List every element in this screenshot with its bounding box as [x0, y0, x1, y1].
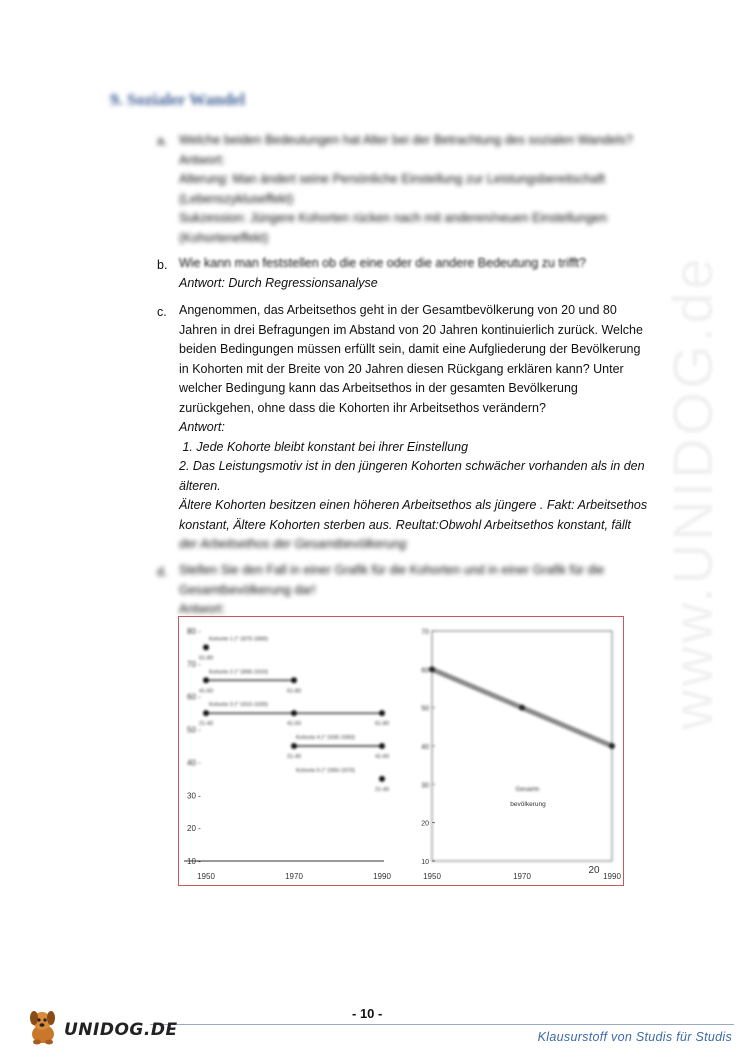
cohort-point [379, 710, 385, 716]
question-c-line: in Kohorten mit der Breite von 20 Jahren diesen Rückgang erklären kann? Unter [179, 361, 624, 376]
footer-tagline: Klausurstoff von Studis für Studis [537, 1030, 732, 1044]
population-line [522, 708, 612, 746]
left-y-tick-label: 80 - [187, 627, 201, 636]
question-a-line: (Kohorteneffekt) [179, 230, 269, 245]
question-a-line: Sukzession: Jüngere Kohorten rücken nach mit anderen/neuen Einstellungen [179, 211, 608, 225]
dog-icon [26, 1008, 62, 1046]
left-y-tick-label: 10 - [187, 857, 201, 866]
left-y-tick-label: 60 - [187, 692, 201, 702]
question-c-letter: c. [157, 305, 167, 319]
left-y-tick-label: 70 - [187, 659, 201, 669]
population-point [609, 743, 615, 749]
right-x-tick-label: 1950 [423, 872, 441, 881]
cohort-point [291, 710, 297, 716]
question-d-letter: d. [157, 565, 168, 579]
question-c-line: welcher Bedingung kann das Arbeitsethos in der gesamten Bevölkerung [179, 381, 578, 395]
question-b-letter: b. [157, 258, 168, 272]
cohort-legend-label: Kohorte 1 (* 1870-1890) [209, 636, 269, 643]
cohort-point [203, 644, 209, 650]
footer-divider [150, 1024, 734, 1025]
unidog-logo [26, 1008, 176, 1048]
question-c-line: Angenommen, das Arbeitsethos geht in der Gesamtbevölkerung von 20 und 80 [179, 303, 617, 317]
question-c-answer-line: Antwort: [179, 420, 225, 434]
question-a-line: Welche beiden Bedeutungen hat Alter bei der Betrachtung des sozialen Wandels? [179, 133, 633, 147]
right-y-tick-label: 50 [421, 705, 429, 713]
cohort-range-label: 21-40 [286, 754, 302, 760]
question-c-line: zurückgehen, ohne dass die Kohorten ihr Arbeitsethos verändern? [179, 400, 546, 415]
cohort-point [291, 677, 297, 683]
logo-text: UNIDOG.DE [64, 1020, 178, 1040]
question-a-line: Antwort: [179, 152, 225, 167]
question-c-answer-line: Ältere Kohorten besitzen einen höheren Arbeitsethos als jüngere . Fakt: Arbeitsethos [179, 498, 648, 512]
question-c-answer-line: 1. Jede Kohorte bleibt konstant bei ihrer Einstellung [179, 439, 469, 454]
left-y-tick-label: 50 - [187, 725, 201, 735]
left-y-tick-label: 40 - [187, 758, 201, 768]
left-x-tick-label: 1990 [373, 872, 391, 881]
question-c [179, 301, 659, 555]
question-c-answer-line: älteren. [179, 478, 221, 493]
left-y-tick-label: 20 - [187, 824, 201, 834]
section-heading: 9. Sozialer Wandel [110, 90, 245, 109]
chart-svg [179, 617, 625, 887]
question-a-line: Alterung: Man ändert seine Persönliche Einstellung zur Leistungsbereitschaft [179, 172, 605, 186]
question-b-answer: Antwort: Durch Regressionsanalyse [179, 275, 378, 290]
cohort-legend-label: Kohorte 5 (* 1950-1970) [296, 767, 356, 774]
question-c-answer-line: konstant, Ältere Kohorten sterben aus. Reultat:Obwohl Arbeitsethos konstant, fällt [179, 517, 631, 532]
population-label: Gesamt- [515, 786, 541, 793]
cohort-range-label: 61-80 [374, 721, 390, 728]
right-y-tick-label: 40 [421, 744, 429, 751]
cohort-legend-label: Kohorte 3 (* 1910-1930) [209, 702, 269, 709]
cohort-range-label: 41-60 [286, 721, 302, 728]
cohort-range-label: 41-60 [198, 688, 214, 695]
cohort-range-label: 61-80 [198, 655, 214, 662]
question-d [179, 561, 659, 620]
cohort-point [291, 743, 297, 749]
watermark: www.UNIDOG.de [661, 255, 724, 730]
left-x-tick-label: 1950 [197, 872, 215, 881]
cohort-point [379, 776, 385, 782]
right-annotation: 20 [588, 865, 600, 876]
left-x-tick-label: 1970 [285, 872, 303, 881]
question-d-line: Gesamtbevölkerung dar! [179, 582, 316, 597]
question-c-answer-line: der Arbeitsethos der Gesamtbevölkerung [179, 537, 407, 551]
right-y-tick-label: 60 [421, 667, 429, 675]
question-d-line: Antwort: [179, 602, 225, 616]
left-y-tick-label: 30 - [187, 791, 201, 801]
question-c-line: beiden Bedingungen müssen erfüllt sein, damit eine Aufgliederung der Bevölkerung [179, 342, 641, 356]
cohort-point [203, 677, 209, 683]
right-plot-frame [432, 631, 612, 861]
chart-figure [178, 616, 624, 886]
right-y-tick-label: 10 [421, 859, 429, 866]
cohort-range-label: 21-40 [198, 721, 214, 728]
population-label: bevölkerung [510, 801, 546, 808]
question-d-line: Stellen Sie den Fall in einer Grafik für die Kohorten und in einer Grafik für die [179, 563, 605, 577]
population-point [519, 705, 525, 711]
right-y-tick-label: 30 [421, 782, 429, 790]
chart-top-region [187, 627, 615, 861]
right-x-tick-label: 1990 [603, 872, 621, 881]
cohort-range-label: 61-80 [286, 688, 302, 695]
page-number: - 10 - [352, 1006, 383, 1021]
cohort-point [203, 710, 209, 716]
question-b [179, 254, 659, 293]
population-line [432, 669, 522, 707]
cohort-range-label: 41-60 [374, 754, 390, 760]
question-a-letter: a. [157, 134, 168, 148]
cohort-legend-label: Kohorte 2 (* 1890-1910) [209, 669, 269, 676]
question-c-answer-line: 2. Das Leistungsmotiv ist in den jüngeren Kohorten schwächer vorhanden als in den [179, 459, 645, 473]
cohort-point [379, 743, 385, 749]
right-y-tick-label: 70 [421, 629, 429, 636]
right-y-tick-label: 20 [421, 820, 429, 828]
question-b-text: Wie kann man feststellen ob die eine oder die andere Bedeutung zu trifft? [179, 256, 586, 270]
chart-bottom-region [184, 791, 621, 881]
population-point [429, 666, 435, 672]
cohort-legend-label: Kohorte 4 (* 1930-1950) [296, 735, 356, 741]
right-x-tick-label: 1970 [513, 872, 531, 881]
question-c-line: Jahren in drei Befragungen im Abstand von 20 Jahren kontinuierlich zurück. Welche [179, 322, 643, 337]
question-a-line: (Lebenszykluseffekt) [179, 191, 294, 206]
cohort-range-label: 21-40 [374, 786, 390, 793]
question-a [179, 131, 659, 248]
